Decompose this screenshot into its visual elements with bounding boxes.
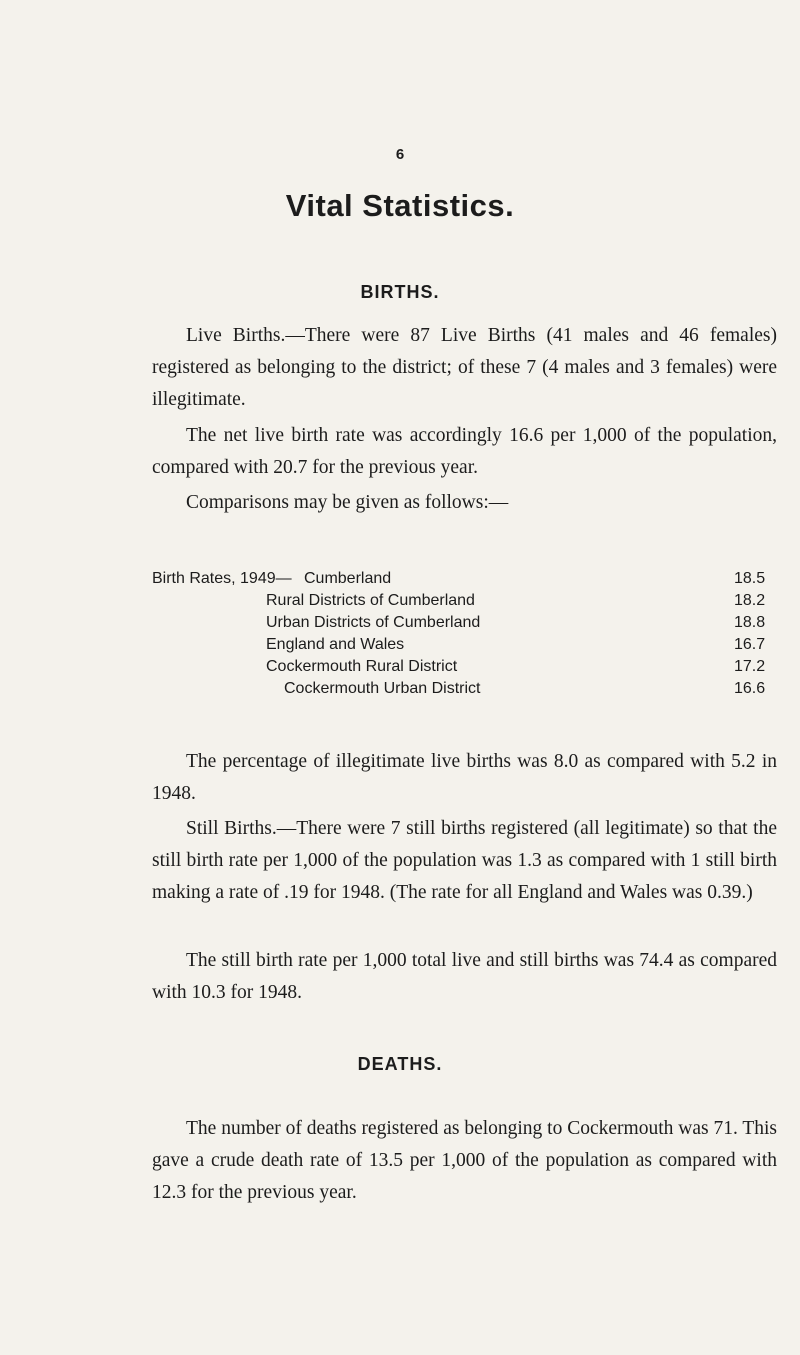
births-heading: BIRTHS.: [360, 282, 440, 302]
rate-label: Cockermouth Rural District: [266, 658, 458, 675]
rate-row: [152, 634, 782, 656]
still-birth-rate-text: The still birth rate per 1,000 total live and still births was 74.4 as compared with 10.3 for 1948.: [152, 950, 777, 1003]
still-birth-rate-paragraph: [152, 945, 777, 1009]
illegitimate-percentage-text: The percentage of illegitimate live births was 8.0 as compared with 5.2 in 1948.: [152, 751, 777, 804]
page-number: 6: [395, 146, 405, 163]
comparisons-text: Comparisons may be given as follows:—: [186, 492, 509, 513]
deaths-heading: DEATHS.: [357, 1054, 443, 1074]
rate-row: [152, 590, 782, 612]
rate-label: Cumberland: [304, 570, 392, 587]
rates-prefix: Birth Rates, 1949—: [152, 570, 292, 587]
live-births-text: Live Births.—There were 87 Live Births (41 males and 46 females) registered as belonging to the district; of these 7 (4 males and 3 females) were illegitimate.: [152, 325, 777, 410]
rate-label: Rural Districts of Cumberland: [266, 592, 475, 609]
deaths-text: The number of deaths registered as belonging to Cockermouth was 71. This gave a crude death rate of 13.5 per 1,000 of the population as compared with 12.3 for the previous year.: [152, 1118, 778, 1203]
rate-row: [152, 568, 782, 590]
rate-value: 16.7: [734, 636, 766, 653]
birth-rates-table: [152, 568, 782, 700]
rate-value: 18.2: [734, 592, 766, 609]
comparisons-paragraph: [152, 487, 777, 519]
rate-row: [152, 678, 782, 700]
rate-label: England and Wales: [266, 636, 405, 653]
rate-value: 16.6: [734, 680, 766, 697]
rate-row: [152, 612, 782, 634]
rate-label: Urban Districts of Cumberland: [266, 614, 481, 631]
rate-value: 17.2: [734, 658, 766, 675]
net-birth-rate-paragraph: [152, 420, 777, 484]
live-births-paragraph: [152, 320, 777, 416]
net-birth-rate-text: The net live birth rate was accordingly 16.6 per 1,000 of the population, compared with 20.7 for the previous year.: [152, 425, 777, 478]
still-births-paragraph: [152, 813, 777, 909]
rate-label: Cockermouth Urban District: [284, 680, 481, 697]
page-title: Vital Statistics.: [285, 188, 515, 223]
deaths-paragraph: [152, 1113, 777, 1209]
still-births-text: Still Births.—There were 7 still births registered (all legitimate) so that the still birth rate per 1,000 of the population was 1.3 as compared with 1 still birth making a rate of .19 for 1948. (The rate for all England and Wales was 0.39.): [152, 818, 777, 903]
rate-value: 18.5: [734, 570, 766, 587]
rate-value: 18.8: [734, 614, 766, 631]
illegitimate-percentage-paragraph: [152, 746, 777, 810]
rate-row: [152, 656, 782, 678]
